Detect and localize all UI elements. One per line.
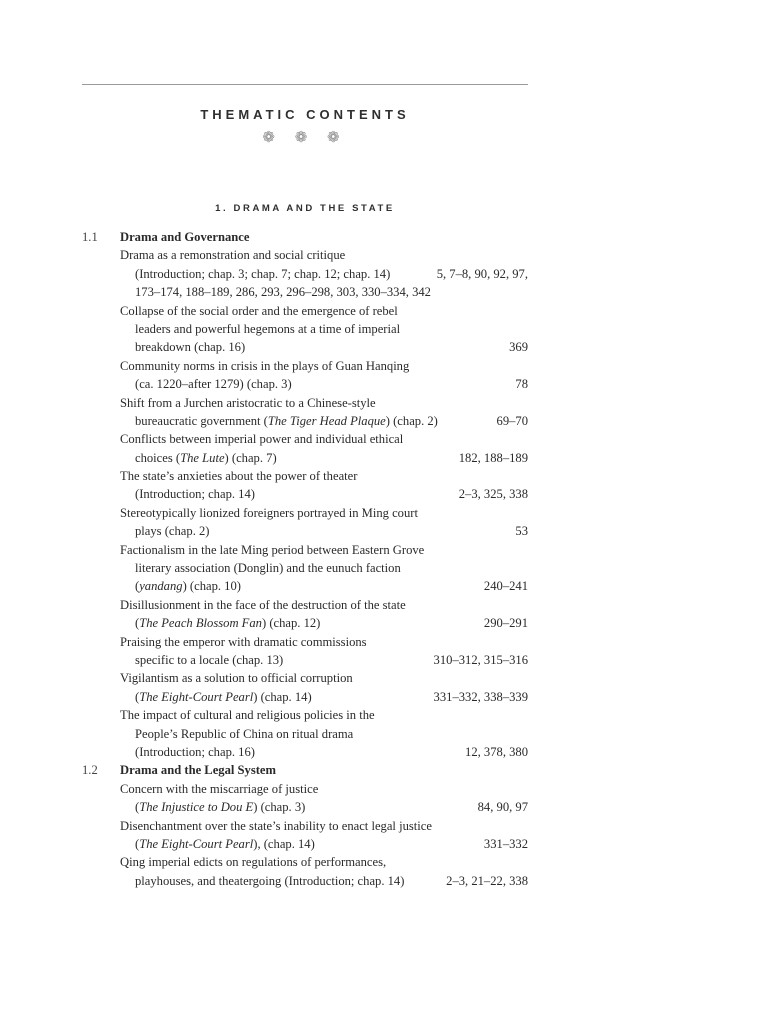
- entry-line: [82, 835, 528, 853]
- page-numbers: 2–3, 21–22, 338: [446, 873, 528, 888]
- work-title: The Injustice to Dou E: [139, 800, 254, 815]
- subsection-number: 1.2: [82, 763, 98, 778]
- page-numbers: 2–3, 325, 338: [458, 487, 528, 502]
- subsection-heading: Drama and the Legal System: [120, 763, 277, 778]
- entry-line: [82, 706, 528, 724]
- page-numbers: 290–291: [483, 616, 528, 631]
- subsection-heading-row: [82, 761, 528, 779]
- page-numbers: 53: [515, 524, 528, 539]
- entry-text: specific to a locale (chap. 13): [135, 652, 284, 667]
- entry-text: (Introduction; chap. 14): [135, 487, 255, 502]
- page-title: THEMATIC CONTENTS: [200, 107, 410, 122]
- entry-text: Concern with the miscarriage of justice: [120, 781, 319, 796]
- entry-text: Community norms in crisis in the plays of Guan Hanqing: [120, 358, 410, 373]
- entry-line: [82, 246, 528, 264]
- entry-line: [82, 375, 528, 393]
- entry-text: The impact of cultural and religious policies in the: [120, 708, 375, 723]
- work-title: The Tiger Head Plaque: [267, 413, 386, 428]
- entry-line: [82, 669, 528, 687]
- work-title: The Lute: [180, 450, 225, 465]
- page-numbers: 69–70: [496, 413, 528, 428]
- page-numbers: 173–174, 188–189, 286, 293, 296–298, 303, 330–334, 342: [135, 285, 431, 300]
- entry-text: The state’s anxieties about the power of theater: [120, 469, 358, 484]
- entry-line: [82, 541, 528, 559]
- entry-line: [82, 688, 528, 706]
- entry-line: [82, 559, 528, 577]
- term: yandang: [139, 579, 183, 594]
- entry-text: literary association (Donglin) and the eunuch faction: [135, 561, 401, 576]
- entry-line: [82, 485, 528, 503]
- entry-line: [82, 725, 528, 743]
- entry-line: [82, 633, 528, 651]
- entry-line: [82, 412, 528, 430]
- subsection-heading-row: [82, 228, 528, 246]
- entry-line: [82, 780, 528, 798]
- entry-text: Vigilantism as a solution to official corruption: [120, 671, 353, 686]
- entry-text: (The Eight-Court Pearl) (chap. 14): [135, 689, 312, 704]
- entry-text: leaders and powerful hegemons at a time of imperial: [135, 321, 401, 336]
- entry-line: [82, 872, 528, 890]
- page-numbers: 84, 90, 97: [477, 800, 528, 815]
- entry-line: [82, 430, 528, 448]
- entry-text: Drama as a remonstration and social critique: [120, 248, 346, 263]
- entry-text: plays (chap. 2): [135, 524, 210, 539]
- entry-line: [82, 853, 528, 871]
- entry-text: Shift from a Jurchen aristocratic to a Chinese-style: [120, 395, 376, 410]
- work-title: The Eight-Court Pearl: [139, 836, 254, 851]
- entry-line: [82, 651, 528, 669]
- entry-line: [82, 302, 528, 320]
- page-numbers: 331–332, 338–339: [433, 689, 528, 704]
- work-title: The Peach Blossom Fan: [139, 616, 262, 631]
- entry-text: playhouses, and theatergoing (Introduction; chap. 14): [135, 873, 405, 888]
- entry-text: (Introduction; chap. 3; chap. 7; chap. 12; chap. 14): [135, 266, 391, 281]
- entry-line: [82, 338, 528, 356]
- flower-ornament-icons: ❁ ❁ ❁: [262, 130, 348, 146]
- entry-text: People’s Republic of China on ritual drama: [135, 726, 354, 741]
- entry-text: Disenchantment over the state’s inability to enact legal justice: [120, 818, 432, 833]
- page-numbers: 182, 188–189: [458, 450, 528, 465]
- entry-text: breakdown (chap. 16): [135, 340, 246, 355]
- top-rule: [82, 84, 528, 85]
- entry-text: choices (The Lute) (chap. 7): [135, 450, 277, 465]
- page-numbers: 78: [515, 377, 528, 392]
- subsection-heading: Drama and Governance: [120, 230, 250, 244]
- page-numbers: 240–241: [483, 579, 528, 594]
- entry-line: [82, 357, 528, 375]
- entry-line: [82, 394, 528, 412]
- page-numbers: 12, 378, 380: [465, 744, 528, 759]
- page-numbers: 331–332: [483, 836, 528, 851]
- page-numbers: 5, 7–8, 90, 92, 97,: [436, 266, 528, 281]
- entry-text: (yandang) (chap. 10): [135, 579, 241, 594]
- entry-text: (The Injustice to Dou E) (chap. 3): [135, 800, 306, 815]
- entry-line: [82, 522, 528, 540]
- entry-line: [82, 614, 528, 632]
- entry-text: Collapse of the social order and the emergence of rebel: [120, 303, 398, 318]
- page-numbers: 369: [509, 340, 528, 355]
- work-title: The Eight-Court Pearl: [139, 689, 254, 704]
- entry-line: [82, 817, 528, 835]
- entry-text: (The Eight-Court Pearl), (chap. 14): [135, 836, 315, 851]
- entry-text: (The Peach Blossom Fan) (chap. 12): [135, 616, 321, 631]
- page-numbers: 310–312, 315–316: [433, 652, 528, 667]
- entry-line: [82, 283, 528, 301]
- entry-line: [82, 798, 528, 816]
- entry-text: (Introduction; chap. 16): [135, 744, 255, 759]
- entry-line: [82, 577, 528, 595]
- entry-text: (ca. 1220–after 1279) (chap. 3): [135, 377, 292, 392]
- entry-line: [82, 265, 528, 283]
- entry-text: Conflicts between imperial power and individual ethical: [120, 432, 404, 447]
- entry-text: Stereotypically lionized foreigners portrayed in Ming court: [120, 505, 418, 520]
- entry-line: [82, 596, 528, 614]
- entry-text: bureaucratic government (The Tiger Head Plaque) (chap. 2): [135, 413, 438, 428]
- entry-line: [82, 449, 528, 467]
- section-heading: 1. DRAMA AND THE STATE: [215, 203, 395, 214]
- entry-line: [82, 320, 528, 338]
- entry-line: [82, 504, 528, 522]
- entry-line: [82, 743, 528, 761]
- entry-text: Factionalism in the late Ming period between Eastern Grove: [120, 542, 425, 557]
- entry-text: Praising the emperor with dramatic commissions: [120, 634, 367, 649]
- thematic-contents-list: [82, 228, 528, 890]
- subsection-number: 1.1: [82, 230, 98, 244]
- entry-line: [82, 467, 528, 485]
- entry-text: Qing imperial edicts on regulations of performances,: [120, 855, 387, 870]
- entry-text: Disillusionment in the face of the destruction of the state: [120, 597, 406, 612]
